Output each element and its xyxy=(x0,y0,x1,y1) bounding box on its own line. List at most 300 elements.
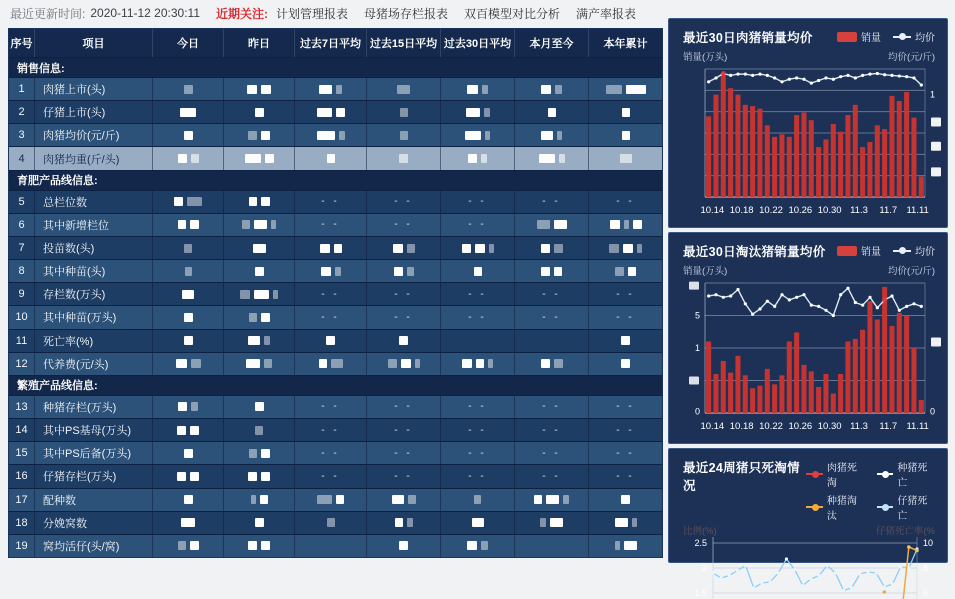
redacted-value-block xyxy=(610,220,620,229)
legend-label: 销量 xyxy=(861,247,881,258)
no-data-dash: - - xyxy=(321,288,340,300)
row-item-name: 种猪存栏(万头) xyxy=(34,396,152,418)
y-right-axis-label: 仔猪死亡率(% xyxy=(875,526,935,537)
redacted-value-block xyxy=(271,220,276,229)
redacted-value-block xyxy=(248,131,257,140)
bar-swatch-icon xyxy=(837,32,857,42)
redacted-value-block xyxy=(178,541,186,550)
data-cell xyxy=(294,124,366,146)
redacted-value-block xyxy=(177,426,186,435)
redacted-value-block xyxy=(615,518,628,527)
redacted-value-block xyxy=(265,154,274,163)
redacted-value-block xyxy=(534,495,542,504)
row-item-name: 肉猪上市(头) xyxy=(34,78,152,100)
y-left-axis-label: 比例(%) xyxy=(683,526,717,537)
data-cell xyxy=(223,260,294,282)
cull-pig-sales-plot[interactable] xyxy=(669,277,949,437)
table-row-18[interactable] xyxy=(9,511,662,534)
death-cull-plot[interactable] xyxy=(669,537,949,599)
report-links xyxy=(276,5,652,22)
redacted-value-block xyxy=(339,131,345,140)
redacted-value-block xyxy=(264,359,272,368)
report-link-0[interactable]: 计划管理报表 xyxy=(276,6,349,21)
update-time-value: 2020-11-12 20:30:11 xyxy=(90,6,200,20)
y-left-axis-label: 销量(万头) xyxy=(683,266,728,277)
data-cell xyxy=(514,101,588,123)
row-item-name: 肉猪均价(元/斤) xyxy=(34,124,152,146)
redacted-value-block xyxy=(240,290,250,299)
row-number: 11 xyxy=(15,334,28,347)
data-cell xyxy=(223,465,294,487)
svg-text:10.26: 10.26 xyxy=(788,421,813,432)
row-item-name: 代养费(元/头) xyxy=(34,353,152,375)
redacted-value-block xyxy=(317,495,332,504)
data-cell xyxy=(294,260,366,282)
y-right-axis-label: 均价(元/斤) xyxy=(888,266,935,277)
redacted-value-block xyxy=(485,131,490,140)
line-marker-icon xyxy=(877,473,894,475)
data-cell xyxy=(366,330,440,352)
data-cell xyxy=(588,147,662,169)
data-cell xyxy=(294,419,366,441)
legend-item-0[interactable] xyxy=(837,29,881,44)
data-cell xyxy=(514,124,588,146)
row-number: 1 xyxy=(18,83,25,96)
table-row-14[interactable] xyxy=(9,418,662,441)
update-time-label: 最近更新时间: xyxy=(10,6,86,21)
redacted-value-block xyxy=(615,541,620,550)
redacted-value-block xyxy=(327,154,335,163)
no-data-dash: - - xyxy=(542,196,561,208)
row-item-name: 其中PS基母(万头) xyxy=(34,419,152,441)
row-number: 6 xyxy=(18,218,25,231)
data-cell xyxy=(294,214,366,236)
svg-text:10.26: 10.26 xyxy=(788,205,813,216)
table-row-6[interactable] xyxy=(9,213,662,236)
data-cell xyxy=(588,214,662,236)
data-cell xyxy=(440,419,514,441)
redacted-value-block xyxy=(462,359,472,368)
table-row-17[interactable] xyxy=(9,488,662,511)
redacted-value-block xyxy=(248,472,257,481)
data-cell xyxy=(588,353,662,375)
row-number: 15 xyxy=(15,447,28,460)
redacted-value-block xyxy=(472,518,484,527)
redacted-value-block xyxy=(178,220,186,229)
data-cell xyxy=(223,124,294,146)
table-row-1[interactable] xyxy=(9,77,662,100)
redacted-value-block xyxy=(248,336,260,345)
data-cell xyxy=(514,147,588,169)
table-row-15[interactable] xyxy=(9,441,662,464)
no-data-dash: - - xyxy=(542,401,561,413)
data-cell xyxy=(588,396,662,418)
section-header-2: 繁殖产品线信息: xyxy=(9,375,662,395)
data-cell xyxy=(588,283,662,305)
line-marker-icon xyxy=(877,506,894,508)
row-number: 8 xyxy=(18,265,25,278)
redacted-value-block xyxy=(621,495,630,504)
data-cell xyxy=(440,396,514,418)
data-cell xyxy=(440,191,514,213)
no-data-dash: - - xyxy=(468,196,487,208)
section-header-0: 销售信息: xyxy=(9,57,662,77)
no-data-dash: - - xyxy=(616,196,635,208)
data-cell xyxy=(223,512,294,534)
redacted-value-block xyxy=(541,244,550,253)
svg-text:2: 2 xyxy=(701,563,707,573)
pig-sales-plot[interactable] xyxy=(669,63,949,221)
redacted-value-block xyxy=(242,220,250,229)
redacted-value-block xyxy=(620,154,632,163)
data-cell xyxy=(366,353,440,375)
redacted-value-block xyxy=(320,244,330,253)
no-data-dash: - - xyxy=(616,424,635,436)
redacted-value-block xyxy=(624,220,629,229)
data-cell xyxy=(223,489,294,511)
redacted-value-block xyxy=(488,359,493,368)
data-cell xyxy=(366,124,440,146)
legend-item-2[interactable] xyxy=(806,492,864,522)
column-header: 今日 xyxy=(152,29,223,57)
data-cell xyxy=(514,465,588,487)
data-cell xyxy=(366,260,440,282)
chart-title: 最近30日淘汰猪销量均价 xyxy=(683,245,826,259)
data-cell xyxy=(514,283,588,305)
data-cell xyxy=(514,353,588,375)
redacted-value-block xyxy=(191,154,199,163)
no-data-dash: - - xyxy=(394,219,413,231)
no-data-dash: - - xyxy=(321,196,340,208)
data-cell xyxy=(223,214,294,236)
redacted-value-block xyxy=(184,131,193,140)
redacted-value-block xyxy=(554,244,563,253)
row-item-name: 配种数 xyxy=(34,489,152,511)
redacted-value-block xyxy=(255,267,264,276)
data-cell xyxy=(366,489,440,511)
data-cell xyxy=(440,147,514,169)
svg-text:10.30: 10.30 xyxy=(817,205,842,216)
redacted-value-block xyxy=(546,495,559,504)
table-row-2[interactable] xyxy=(9,100,662,123)
redacted-value-block xyxy=(484,108,490,117)
line-marker-icon xyxy=(806,506,823,508)
data-cell xyxy=(440,330,514,352)
topbar xyxy=(10,4,652,22)
redacted-value-block xyxy=(174,197,183,206)
redacted-value-block xyxy=(554,220,567,229)
data-cell xyxy=(152,535,223,557)
row-number: 2 xyxy=(18,106,25,119)
data-cell xyxy=(294,465,366,487)
data-cell xyxy=(514,396,588,418)
redacted-value-block xyxy=(184,85,193,94)
row-number: 3 xyxy=(18,129,25,142)
redacted-value-block xyxy=(191,359,201,368)
redacted-value-block xyxy=(190,220,199,229)
column-header: 本月至今 xyxy=(514,29,588,57)
redacted-value-block xyxy=(624,541,637,550)
chart-card-cull-pig-sales xyxy=(668,232,948,444)
redacted-value-block xyxy=(622,108,630,117)
data-cell xyxy=(223,330,294,352)
no-data-dash: - - xyxy=(321,311,340,323)
table-row-3[interactable] xyxy=(9,123,662,146)
row-number: 17 xyxy=(15,493,28,506)
legend-item-1[interactable] xyxy=(893,243,935,258)
redacted-value-block xyxy=(541,85,551,94)
redacted-value-block xyxy=(255,402,264,411)
redacted-value-block xyxy=(637,244,642,253)
table-row-11[interactable] xyxy=(9,329,662,352)
legend-label: 仔猪死亡 xyxy=(897,496,928,522)
svg-text:10.14: 10.14 xyxy=(700,421,725,432)
redacted-value-block xyxy=(626,85,646,94)
data-cell xyxy=(294,396,366,418)
data-cell xyxy=(588,419,662,441)
redacted-value-block xyxy=(467,541,477,550)
redacted-value-block xyxy=(261,85,271,94)
data-cell xyxy=(223,535,294,557)
redacted-value-block xyxy=(623,244,633,253)
chart-legend xyxy=(837,243,935,258)
no-data-dash: - - xyxy=(468,219,487,231)
redacted-value-block xyxy=(548,108,556,117)
redacted-value-block xyxy=(331,359,343,368)
table-row-12[interactable] xyxy=(9,352,662,375)
data-cell xyxy=(588,535,662,557)
row-item-name: 其中种苗(万头) xyxy=(34,306,152,328)
report-link-1[interactable]: 母猪场存栏报表 xyxy=(364,6,449,21)
data-cell xyxy=(294,237,366,259)
no-data-dash: - - xyxy=(542,311,561,323)
redacted-value-block xyxy=(407,267,414,276)
no-data-dash: - - xyxy=(616,288,635,300)
table-row-16[interactable] xyxy=(9,464,662,487)
data-cell xyxy=(440,512,514,534)
redacted-value-block xyxy=(621,359,630,368)
redacted-value-block xyxy=(482,85,488,94)
row-item-name: 死亡率(%) xyxy=(34,330,152,352)
redacted-value-block xyxy=(621,336,630,345)
redacted-value-block xyxy=(178,402,187,411)
data-cell xyxy=(440,124,514,146)
redacted-value-block xyxy=(622,131,630,140)
data-cell xyxy=(366,396,440,418)
table-row-7[interactable] xyxy=(9,236,662,259)
table-row-5[interactable] xyxy=(9,190,662,213)
bar-swatch-icon xyxy=(837,246,857,256)
table-row-9[interactable] xyxy=(9,282,662,305)
redacted-value-block xyxy=(415,359,420,368)
no-data-dash: - - xyxy=(394,401,413,413)
data-cell xyxy=(366,535,440,557)
redacted-value-block xyxy=(540,518,546,527)
redacted-value-block xyxy=(180,108,196,117)
no-data-dash: - - xyxy=(321,424,340,436)
redacted-value-block xyxy=(247,85,257,94)
redacted-value-block xyxy=(399,336,408,345)
redacted-value-block xyxy=(178,154,187,163)
table-row-4[interactable] xyxy=(9,146,662,169)
no-data-dash: - - xyxy=(542,447,561,459)
data-cell xyxy=(588,512,662,534)
column-header: 过去7日平均 xyxy=(294,29,366,57)
no-data-dash: - - xyxy=(321,447,340,459)
row-number: 13 xyxy=(15,400,28,413)
redacted-value-block xyxy=(184,313,193,322)
data-cell xyxy=(152,442,223,464)
data-cell xyxy=(440,78,514,100)
report-link-2[interactable]: 双百模型对比分析 xyxy=(464,6,561,21)
legend-item-1[interactable] xyxy=(893,29,935,44)
no-data-dash: - - xyxy=(394,311,413,323)
section-header-1: 育肥产品线信息: xyxy=(9,170,662,190)
table-row-10[interactable] xyxy=(9,305,662,328)
data-cell xyxy=(223,237,294,259)
redacted-value-block xyxy=(255,108,264,117)
data-cell xyxy=(223,353,294,375)
legend-label: 销量 xyxy=(861,33,881,44)
svg-text:0: 0 xyxy=(930,406,936,417)
chart-title: 最近24周猪只死淘情况 xyxy=(683,461,800,493)
redacted-value-block xyxy=(261,197,270,206)
data-cell xyxy=(514,78,588,100)
redacted-value-block xyxy=(190,426,199,435)
redacted-value-block xyxy=(632,518,637,527)
data-cell xyxy=(223,306,294,328)
data-cell xyxy=(588,489,662,511)
data-cell xyxy=(294,283,366,305)
row-item-name: 其中新增栏位 xyxy=(34,214,152,236)
redacted-value-block xyxy=(541,131,553,140)
svg-text:11.7: 11.7 xyxy=(879,421,898,432)
redacted-value-block xyxy=(539,154,555,163)
row-number: 5 xyxy=(18,195,25,208)
redacted-value-block xyxy=(319,359,327,368)
data-cell xyxy=(152,260,223,282)
data-cell xyxy=(588,442,662,464)
redacted-value-block xyxy=(177,472,186,481)
data-cell xyxy=(440,283,514,305)
row-item-name: 其中PS后备(万头) xyxy=(34,442,152,464)
redacted-value-block xyxy=(397,85,410,94)
row-item-name: 仔猪存栏(万头) xyxy=(34,465,152,487)
data-cell xyxy=(440,306,514,328)
redacted-value-block xyxy=(273,290,278,299)
data-cell xyxy=(152,237,223,259)
no-data-dash: - - xyxy=(616,311,635,323)
redacted-value-block xyxy=(400,131,408,140)
svg-text:0: 0 xyxy=(694,406,700,417)
data-cell xyxy=(440,489,514,511)
redacted-value-block xyxy=(317,108,332,117)
redacted-value-block xyxy=(181,518,195,527)
no-data-dash: - - xyxy=(616,470,635,482)
row-item-name: 总栏位数 xyxy=(34,191,152,213)
redacted-value-block xyxy=(254,290,269,299)
data-cell xyxy=(223,101,294,123)
data-cell xyxy=(294,442,366,464)
legend-item-0[interactable] xyxy=(837,243,881,258)
no-data-dash: - - xyxy=(394,288,413,300)
svg-text:8: 8 xyxy=(923,563,929,573)
y-right-axis-label: 均价(元/斤) xyxy=(888,52,935,63)
data-cell xyxy=(440,260,514,282)
data-cell xyxy=(440,214,514,236)
redacted-value-block xyxy=(474,267,482,276)
chart-legend xyxy=(837,29,935,44)
row-number: 10 xyxy=(15,311,28,324)
data-cell xyxy=(152,78,223,100)
data-cell xyxy=(588,124,662,146)
redacted-value-block xyxy=(248,541,257,550)
redacted-value-block xyxy=(176,359,187,368)
column-header: 昨日 xyxy=(223,29,294,57)
redacted-value-block xyxy=(628,267,636,276)
data-cell xyxy=(366,442,440,464)
no-data-dash: - - xyxy=(394,424,413,436)
table-header-row xyxy=(9,29,662,57)
redacted-value-block xyxy=(476,359,484,368)
column-header: 过去30日平均 xyxy=(440,29,514,57)
line-marker-icon xyxy=(893,250,911,252)
redacted-value-block xyxy=(249,197,257,206)
redacted-value-block xyxy=(465,131,481,140)
data-cell xyxy=(366,512,440,534)
data-cell xyxy=(152,419,223,441)
legend-item-0[interactable] xyxy=(806,459,864,489)
data-cell xyxy=(588,465,662,487)
legend-item-3[interactable] xyxy=(877,492,936,522)
no-data-dash: - - xyxy=(542,470,561,482)
svg-text:10.14: 10.14 xyxy=(700,205,725,216)
column-header: 过去15日平均 xyxy=(366,29,440,57)
redacted-value-block xyxy=(392,495,404,504)
data-cell xyxy=(223,191,294,213)
no-data-dash: - - xyxy=(542,288,561,300)
column-header: 本年累计 xyxy=(588,29,662,57)
data-cell xyxy=(223,78,294,100)
redacted-value-block xyxy=(190,541,199,550)
data-cell xyxy=(440,442,514,464)
svg-text:11.11: 11.11 xyxy=(906,421,929,432)
data-cell xyxy=(366,214,440,236)
redacted-value-block xyxy=(317,131,335,140)
redacted-value-block xyxy=(550,518,563,527)
data-cell xyxy=(440,101,514,123)
redacted-value-block xyxy=(395,518,403,527)
data-cell xyxy=(152,489,223,511)
report-link-3[interactable]: 满产率报表 xyxy=(576,6,637,21)
data-cell xyxy=(588,260,662,282)
redacted-value-block xyxy=(554,267,562,276)
table-row-19[interactable] xyxy=(9,534,662,557)
data-cell xyxy=(152,306,223,328)
legend-item-1[interactable] xyxy=(877,459,936,489)
chart-legend xyxy=(806,459,935,522)
chart-card-pig-sales xyxy=(668,18,948,228)
redacted-value-block xyxy=(191,402,198,411)
redacted-value-block xyxy=(468,154,477,163)
data-cell xyxy=(294,101,366,123)
redacted-value-block xyxy=(462,244,471,253)
data-cell xyxy=(294,489,366,511)
table-row-13[interactable] xyxy=(9,395,662,418)
redacted-value-block xyxy=(336,85,342,94)
table-row-8[interactable] xyxy=(9,259,662,282)
data-cell xyxy=(294,191,366,213)
